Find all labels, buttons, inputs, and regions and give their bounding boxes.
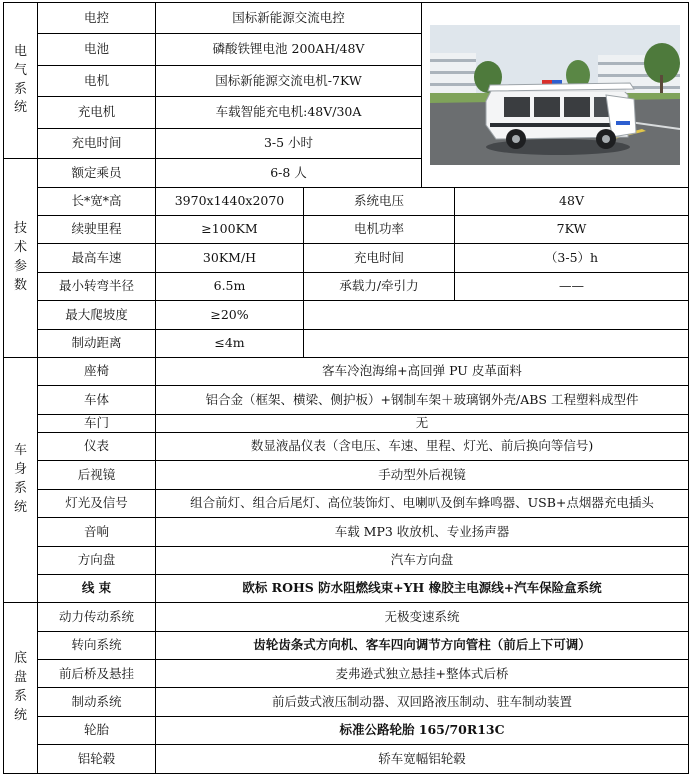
row-label: 音响	[38, 518, 156, 546]
table-row	[4, 414, 689, 432]
row-value: 无	[156, 414, 689, 432]
row-value: 3-5 小时	[156, 128, 422, 158]
empty-cell	[304, 301, 689, 329]
row-label: 电池	[38, 34, 156, 65]
row-value: 数显液晶仪表（含电压、车速、里程、灯光、前后换向等信号)	[156, 432, 689, 460]
table-row	[4, 215, 689, 243]
table-row	[4, 3, 689, 34]
row-value: 3970x1440x2070	[156, 187, 304, 215]
row-label-2: 电机功率	[304, 215, 455, 243]
row-value: 国标新能源交流电机-7KW	[156, 65, 422, 96]
table-row	[4, 603, 689, 631]
row-label: 电控	[38, 3, 156, 34]
row-label: 制动系统	[38, 688, 156, 716]
row-label: 铝轮毂	[38, 745, 156, 774]
row-value: 6.5m	[156, 272, 304, 300]
row-label: 车门	[38, 414, 156, 432]
row-value: 欧标 ROHS 防水阻燃线束+YH 橡胶主电源线+汽车保险盒系统	[156, 574, 689, 602]
section-electrical: 电气系统	[4, 3, 38, 159]
row-value: 6-8 人	[156, 159, 422, 187]
row-value: 标准公路轮胎 165/70R13C	[156, 716, 689, 744]
row-value: 磷酸铁锂电池 200AH/48V	[156, 34, 422, 65]
row-value-2: （3-5）h	[455, 244, 689, 272]
table-row	[4, 660, 689, 688]
row-label: 动力传动系统	[38, 603, 156, 631]
row-label-2: 承载力/牵引力	[304, 272, 455, 300]
table-row	[4, 716, 689, 744]
row-label: 灯光及信号	[38, 489, 156, 517]
section-chassis: 底盘系统	[4, 603, 38, 774]
table-row	[4, 329, 689, 357]
row-label: 最高车速	[38, 244, 156, 272]
row-label: 最大爬坡度	[38, 301, 156, 329]
row-value: 车载智能充电机:48V/30A	[156, 97, 422, 128]
row-label: 续驶里程	[38, 215, 156, 243]
table-row	[4, 745, 689, 774]
row-label: 电机	[38, 65, 156, 96]
row-label: 前后桥及悬挂	[38, 660, 156, 688]
row-value: 无极变速系统	[156, 603, 689, 631]
row-value: 组合前灯、组合后尾灯、高位装饰灯、电喇叭及倒车蜂鸣器、USB+点烟器充电插头	[156, 489, 689, 517]
row-label: 座椅	[38, 357, 156, 385]
table-row	[4, 574, 689, 602]
section-body: 车身系统	[4, 357, 38, 602]
row-value-2: 7KW	[455, 215, 689, 243]
vehicle-photo	[430, 25, 680, 165]
row-label: 线 束	[38, 574, 156, 602]
row-label: 充电机	[38, 97, 156, 128]
row-label: 车体	[38, 386, 156, 414]
row-value: ≤4m	[156, 329, 304, 357]
row-value: 前后鼓式液压制动器、双回路液压制动、驻车制动装置	[156, 688, 689, 716]
table-row	[4, 631, 689, 659]
spec-table	[3, 2, 689, 774]
section-technical: 技术参数	[4, 159, 38, 358]
row-label-2: 系统电压	[304, 187, 455, 215]
row-label: 转向系统	[38, 631, 156, 659]
table-row	[4, 461, 689, 489]
row-label: 轮胎	[38, 716, 156, 744]
row-value-2: 48V	[455, 187, 689, 215]
table-row	[4, 688, 689, 716]
table-row	[4, 272, 689, 300]
row-label: 仪表	[38, 432, 156, 460]
row-label: 长*宽*高	[38, 187, 156, 215]
vehicle-photo-cell	[422, 3, 689, 188]
row-label: 充电时间	[38, 128, 156, 158]
table-row	[4, 357, 689, 385]
row-label: 额定乘员	[38, 159, 156, 187]
row-label: 最小转弯半径	[38, 272, 156, 300]
table-row	[4, 244, 689, 272]
table-row	[4, 386, 689, 414]
table-row	[4, 546, 689, 574]
row-value-2: ——	[455, 272, 689, 300]
row-value: 客车冷泡海绵+高回弹 PU 皮革面料	[156, 357, 689, 385]
table-row	[4, 432, 689, 460]
row-value: 齿轮齿条式方向机、客车四向调节方向管柱（前后上下可调）	[156, 631, 689, 659]
row-label: 制动距离	[38, 329, 156, 357]
row-value: 国标新能源交流电控	[156, 3, 422, 34]
row-value: 手动型外后视镜	[156, 461, 689, 489]
row-value: ≥20%	[156, 301, 304, 329]
row-value: 轿车宽幅铝轮毂	[156, 745, 689, 774]
table-row	[4, 187, 689, 215]
table-row	[4, 489, 689, 517]
row-label: 方向盘	[38, 546, 156, 574]
row-value: 铝合金（框架、横梁、侧护板）+钢制车架＋玻璃钢外壳/ABS 工程塑料成型件	[156, 386, 689, 414]
row-value: 麦弗逊式独立悬挂+整体式后桥	[156, 660, 689, 688]
row-label: 后视镜	[38, 461, 156, 489]
row-value: 30KM/H	[156, 244, 304, 272]
empty-cell	[304, 329, 689, 357]
table-row	[4, 301, 689, 329]
row-label-2: 充电时间	[304, 244, 455, 272]
row-value: 汽车方向盘	[156, 546, 689, 574]
table-row	[4, 518, 689, 546]
row-value: ≥100KM	[156, 215, 304, 243]
row-value: 车载 MP3 收放机、专业扬声器	[156, 518, 689, 546]
